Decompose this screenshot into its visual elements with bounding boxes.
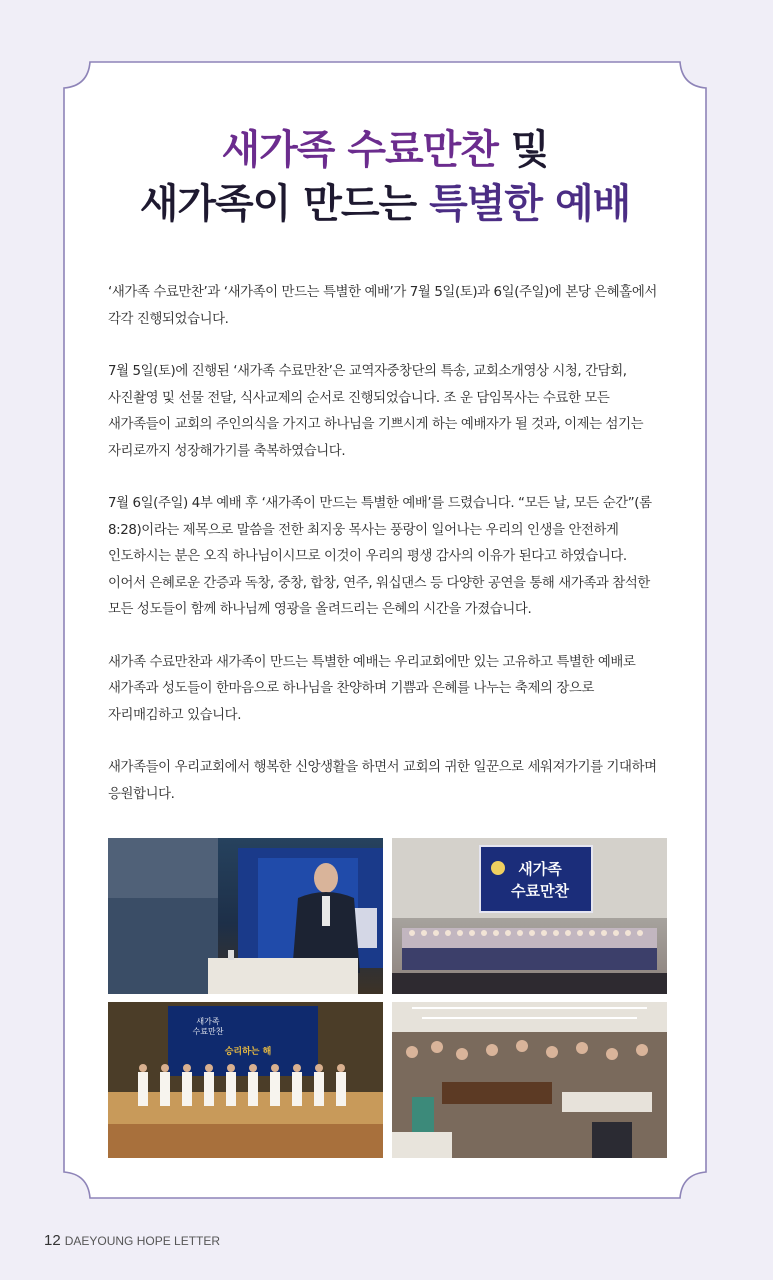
paragraph-4: 새가족 수료만찬과 새가족이 만드는 특별한 예배는 우리교회에만 있는 고유하고 특별한 예배로 새가족과 성도들이 한마음으로 하나님을 찬양하며 기쁨과 은혜를 나누는 축제의 장으로 자리매김하고 있습니다. [108, 654, 636, 723]
stage-slogan: 승리하는 해 [224, 1047, 272, 1057]
title-rest-1: 및 [497, 127, 549, 173]
title-plain-2: 새가족이 만드는 [139, 181, 430, 227]
paragraph-1: ‘새가족 수료만찬’과 ‘새가족이 만드는 특별한 예배’가 7월 5일(토)과 6일(주일)에 본당 은혜홀에서 각각 진행되었습니다. [108, 285, 657, 327]
paragraph-3: 7월 6일(주일) 4부 예배 후 ‘새가족이 만드는 특별한 예배’를 드렸습니다. “모든 날, 모든 순간”(롬 8:28)이라는 제목으로 말씀을 전한 최지웅 목사는 풍랑이 일어나는 우리의 인생을 안전하게 인도하시는 분은 오직 하나님이시므로 이것이 우리의 평생 감사의 이유가 된다고 하였습니다. 이어서 은혜로운 간증과 독창, 중창, 합창, 연주, 워십댄스 등 다양한 공연을 통해 새가족과 참석한 모든 성도들이 함께 하나님께 영광을 올려드리는 은혜의 시간을 가졌습니다. [108, 496, 652, 617]
photo-graduates-on-stage [392, 838, 667, 994]
photo-men-choir [108, 1002, 383, 1158]
title-highlight-1: 새가족 수료만찬 [221, 127, 498, 173]
stage-screen-line1: 새가족 [196, 1017, 220, 1026]
screen-text-line2: 수료만찬 [511, 882, 569, 900]
page-footer [44, 1232, 220, 1249]
paragraph-5: 새가족들이 우리교회에서 행복한 신앙생활을 하면서 교회의 귀한 일꾼으로 세워져가기를 기대하며 응원합니다. [108, 760, 657, 802]
photo-pastor-preaching [108, 838, 383, 994]
page-title-line1 [62, 118, 708, 175]
article-body [108, 280, 668, 834]
paragraph-2: 7월 5일(토)에 진행된 ‘새가족 수료만찬’은 교역자중창단의 특송, 교회소개영상 시청, 간담회, 사진촬영 및 선물 전달, 식사교제의 순서로 진행되었습니다. 조 운 담임목사는 수료한 모든 새가족들이 교회의 주인의식을 가지고 하나님을 기쁘시게 하는 예배자가 될 것과, 이제는 섬기는 자리로까지 성장해가기를 축복하였습니다. [108, 364, 644, 459]
publication-name: DAEYOUNG HOPE LETTER [64, 1234, 221, 1248]
page-number: 12 [44, 1232, 61, 1249]
photo-fellowship-meal [392, 1002, 667, 1158]
screen-text-line1: 새가족 [518, 860, 562, 878]
title-highlight-2: 특별한 예배 [429, 181, 631, 227]
stage-screen-line2: 수료만찬 [192, 1027, 224, 1036]
page-title-line2 [62, 172, 708, 229]
